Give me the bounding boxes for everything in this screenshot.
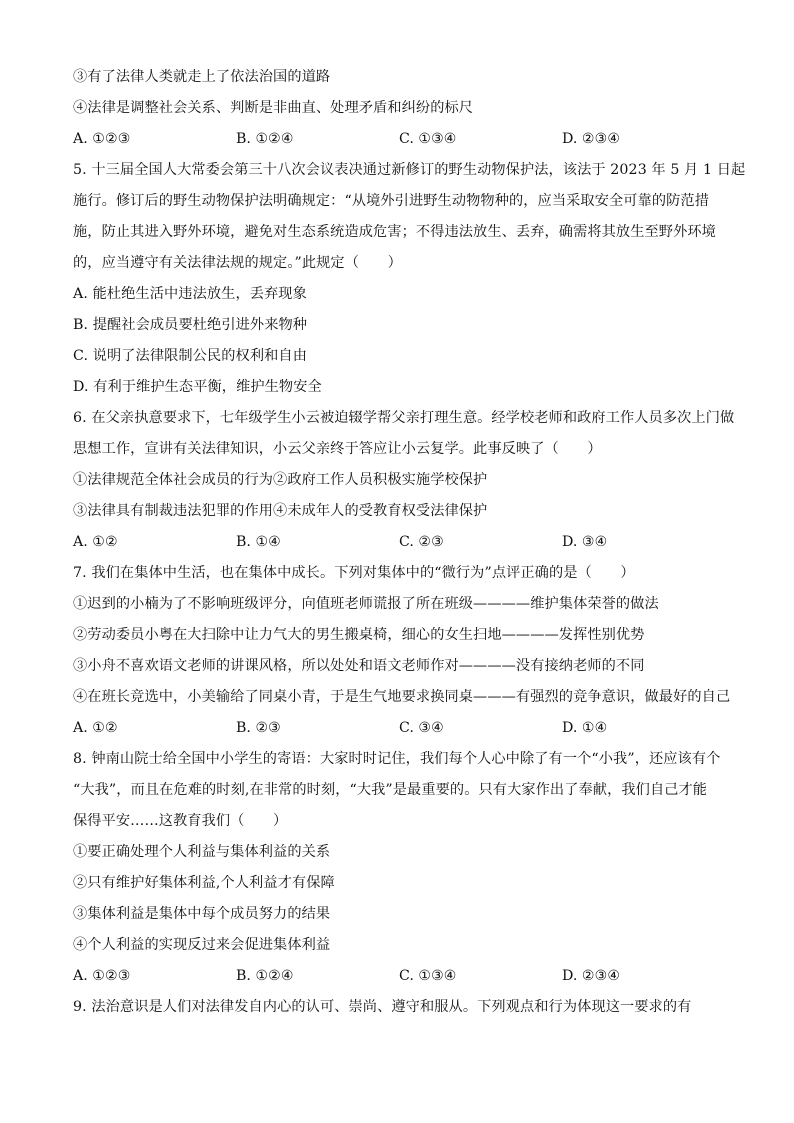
question-9 xyxy=(73,992,723,1023)
answer-options xyxy=(73,713,723,744)
statement-item: ③集体利益是集体中每个成员努力的结果 xyxy=(73,906,331,922)
question-stem-line: 6. 在父亲执意要求下，七年级学生小云被迫辍学帮父亲打理生意。经学校老师和政府工作人员多次上门做 xyxy=(73,410,735,426)
option-a[interactable]: A. ①② xyxy=(73,720,118,736)
question-stem-line: 思想工作，宣讲有关法律知识，小云父亲终于答应让小云复学。此事反映了（ ） xyxy=(73,441,602,457)
statement-item: ①法律规范全体社会成员的行为②政府工作人员积极实施学校保护 xyxy=(73,472,488,488)
question-4-continuation xyxy=(73,62,723,155)
statement-item: ①要正确处理个人利益与集体利益的关系 xyxy=(73,844,331,860)
exam-page xyxy=(73,62,746,1023)
option-d[interactable]: D. ②③④ xyxy=(562,968,621,984)
statement-item: ①迟到的小楠为了不影响班级评分，向值班老师谎报了所在班级————维护集体荣誉的做法 xyxy=(73,596,659,612)
question-stem-line: 施，防止其进入野外环境，避免对生态系统造成危害；不得违法放生、丢弃，确需将其放生至野外环境 xyxy=(73,224,716,240)
option-c[interactable]: C. ③④ xyxy=(399,720,444,736)
option-c[interactable]: C. 说明了法律限制公民的权利和自由 xyxy=(73,348,307,364)
option-b[interactable]: B. ①②④ xyxy=(236,968,294,984)
question-stem-line: 7. 我们在集体中生活，也在集体中成长。下列对集体中的“微行为”点评正确的是（ ） xyxy=(73,565,635,581)
statement-item: ③小舟不喜欢语文老师的讲课风格，所以处处和语文老师作对————没有接纳老师的不同 xyxy=(73,658,645,674)
option-a[interactable]: A. ①② xyxy=(73,534,118,550)
statement-item: ③法律具有制裁违法犯罪的作用④未成年人的受教育权受法律保护 xyxy=(73,503,488,519)
option-d[interactable]: D. 有利于维护生态平衡，维护生物安全 xyxy=(73,379,322,395)
question-stem-line: 施行。修订后的野生动物保护法明确规定：“从境外引进野生动物物种的，应当采取安全可靠的防范措 xyxy=(73,193,710,209)
statement-item: ④法律是调整社会关系、判断是非曲直、处理矛盾和纠纷的标尺 xyxy=(73,100,474,116)
option-d[interactable]: D. ③④ xyxy=(562,534,608,550)
answer-options xyxy=(73,961,723,992)
question-7 xyxy=(73,558,731,744)
option-a[interactable]: A. 能杜绝生活中违法放生，丢弃现象 xyxy=(73,286,307,302)
option-d[interactable]: D. ②③④ xyxy=(562,131,621,147)
statement-item: ③有了法律人类就走上了依法治国的道路 xyxy=(73,69,331,85)
statement-item: ②劳动委员小粤在大扫除中让力气大的男生搬桌椅，细心的女生扫地————发挥性别优势 xyxy=(73,627,645,643)
question-stem-line: “大我”，而且在危难的时刻,在非常的时刻，“大我”是最重要的。只有大家作出了奉献，我们自己才能 xyxy=(73,782,708,798)
answer-options xyxy=(73,527,723,558)
option-b[interactable]: B. ②③ xyxy=(236,720,281,736)
question-stem-line: 保得平安……这教育我们（ ） xyxy=(73,813,288,829)
option-a[interactable]: A. ①②③ xyxy=(73,968,131,984)
option-b[interactable]: B. ①②④ xyxy=(236,131,294,147)
statement-item: ④在班长竞选中，小美输给了同桌小青，于是生气地要求换同桌———有强烈的竞争意识，做最好的自己 xyxy=(73,689,731,705)
option-b[interactable]: B. 提醒社会成员要杜绝引进外来物种 xyxy=(73,317,308,333)
answer-options xyxy=(73,124,723,155)
question-stem-line: 9. 法治意识是人们对法律发自内心的认可、崇尚、遵守和服从。下列观点和行为体现这一要求的有 xyxy=(73,999,692,1015)
option-c[interactable]: C. ②③ xyxy=(399,534,444,550)
question-stem-line: 5. 十三届全国人大常委会第三十八次会议表决通过新修订的野生动物保护法，该法于 2023 年 5 月 1 日起 xyxy=(73,162,746,178)
option-c[interactable]: C. ①③④ xyxy=(399,968,457,984)
question-stem-line: 8. 钟南山院士给全国中小学生的寄语：大家时时记住，我们每个人心中除了有一个“小我”，还应该有个 xyxy=(73,751,721,767)
statement-item: ④个人利益的实现反过来会促进集体利益 xyxy=(73,937,331,953)
question-8 xyxy=(73,744,723,992)
question-stem-line: 的，应当遵守有关法律法规的规定。”此规定（ ） xyxy=(73,255,402,271)
option-b[interactable]: B. ①④ xyxy=(236,534,281,550)
option-a[interactable]: A. ①②③ xyxy=(73,131,131,147)
option-d[interactable]: D. ①④ xyxy=(562,720,608,736)
question-5 xyxy=(73,155,746,403)
option-c[interactable]: C. ①③④ xyxy=(399,131,457,147)
statement-item: ②只有维护好集体利益,个人利益才有保障 xyxy=(73,875,335,891)
question-6 xyxy=(73,403,735,558)
